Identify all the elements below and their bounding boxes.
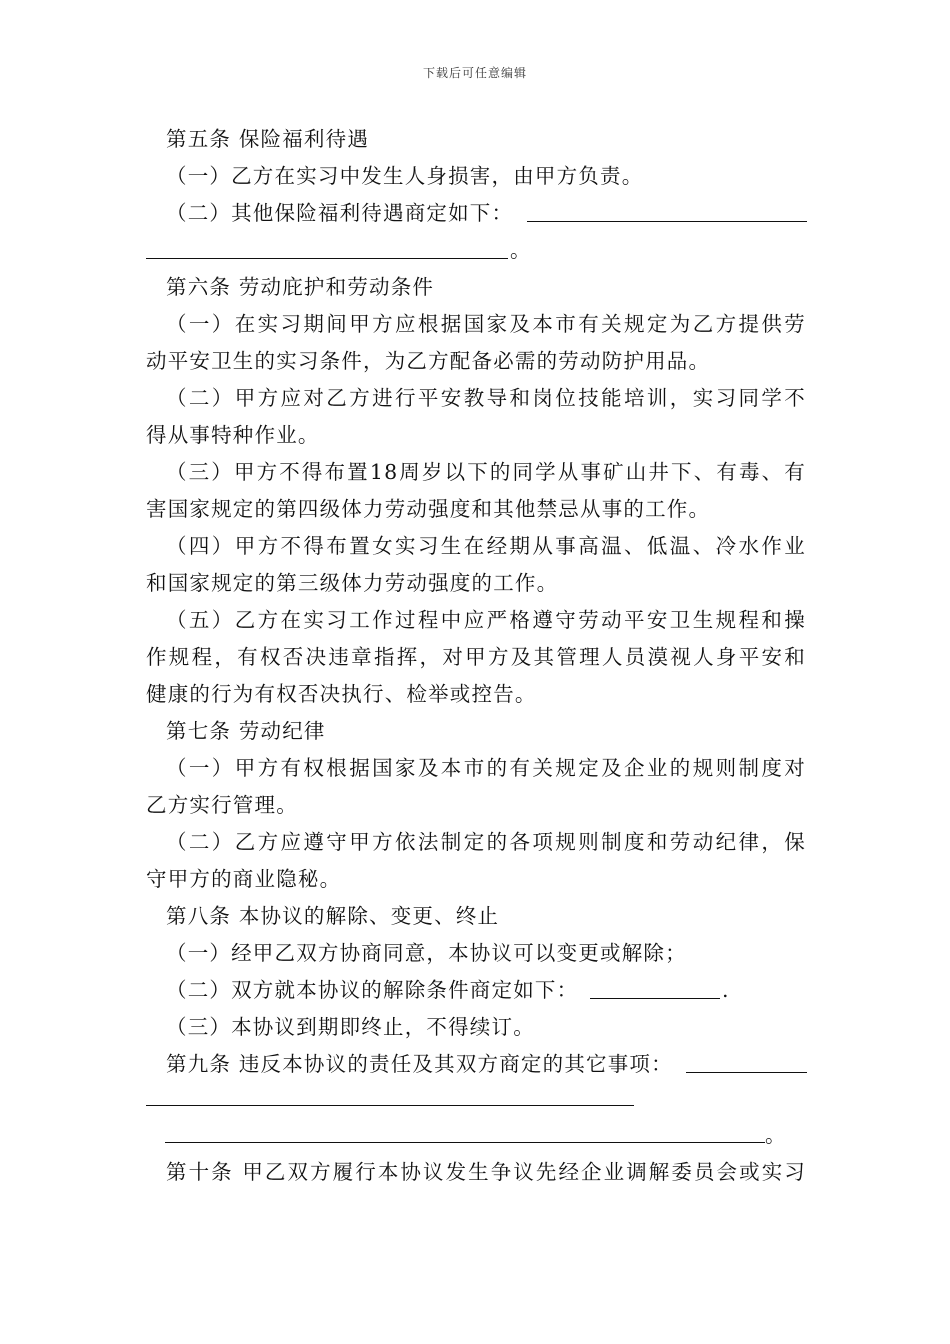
fill-in-blank (590, 998, 720, 999)
article-5-title: 第五条 保险福利待遇 (166, 127, 370, 151)
article-5-item-2 (166, 200, 513, 226)
page-header: 下载后可任意编辑 (422, 66, 527, 80)
sentence-end: . (722, 978, 729, 1002)
article-6-item-1-line2: 动平安卫生的实习条件，为乙方配备必需的劳动防护用品。 (146, 349, 711, 373)
article-6-item-2-line1: （二）甲方应对乙方进行平安教导和岗位技能培训，实习同学不 (166, 386, 806, 410)
article-6-item-3-line2: 害国家规定的第四级体力劳动强度和其他禁忌从事的工作。 (146, 497, 711, 521)
sentence-end: 。 (765, 1123, 786, 1147)
article-6-item-4-line2: 和国家规定的第三级体力劳动强度的工作。 (146, 571, 559, 595)
article-6-item-1-line1: （一）在实习期间甲方应根据国家及本市有关规定为乙方提供劳 (166, 312, 806, 336)
article-8-title: 第八条 本协议的解除、变更、终止 (166, 904, 500, 928)
article-6-item-5-line1: （五）乙方在实习工作过程中应严格遵守劳动平安卫生规程和操 (166, 608, 806, 632)
article-6-item-3-line1: （三）甲方不得布置18周岁以下的同学从事矿山井下、有毒、有 (166, 460, 806, 484)
article-7-item-2-line1: （二）乙方应遵守甲方依法制定的各项规则制度和劳动纪律，保 (166, 830, 806, 854)
article-5-item-2-text: （二）其他保险福利待遇商定如下： (166, 201, 514, 225)
fill-in-blank (527, 221, 807, 222)
article-9-title: 第九条 违反本协议的责任及其双方商定的其它事项： (166, 1052, 673, 1076)
article-10-line1: 第十条 甲乙双方履行本协议发生争议先经企业调解委员会或实习 (166, 1160, 806, 1184)
fill-in-blank (165, 1142, 765, 1143)
article-6-item-5-line2: 作规程，有权否决违章指挥，对甲方及其管理人员漠视人身平安和 (146, 645, 806, 669)
article-7-title: 第七条 劳动纪律 (166, 719, 326, 743)
fill-in-blank (146, 258, 508, 259)
article-8-item-1: （一）经甲乙双方协商同意，本协议可以变更或解除； (166, 941, 687, 965)
article-8-item-2: （二）双方就本协议的解除条件商定如下： (166, 978, 579, 1002)
article-6-title: 第六条 劳动庇护和劳动条件 (166, 275, 435, 299)
fill-in-blank (146, 1105, 634, 1106)
article-7-item-2-line2: 守甲方的商业隐秘。 (146, 867, 342, 891)
article-6-item-5-line3: 健康的行为有权否决执行、检举或控告。 (146, 682, 537, 706)
article-7-item-1-line2: 乙方实行管理。 (146, 793, 298, 817)
fill-in-blank (686, 1072, 807, 1073)
article-5-item-1: （一）乙方在实习中发生人身损害，由甲方负责。 (166, 164, 644, 188)
article-7-item-1-line1: （一）甲方有权根据国家及本市的有关规定及企业的规则制度对 (166, 756, 806, 780)
article-6-item-2-line2: 得从事特种作业。 (146, 423, 320, 447)
sentence-end: 。 (510, 238, 531, 262)
article-8-item-3: （三）本协议到期即终止，不得续订。 (166, 1015, 535, 1039)
article-6-item-4-line1: （四）甲方不得布置女实习生在经期从事高温、低温、冷水作业 (166, 534, 806, 558)
